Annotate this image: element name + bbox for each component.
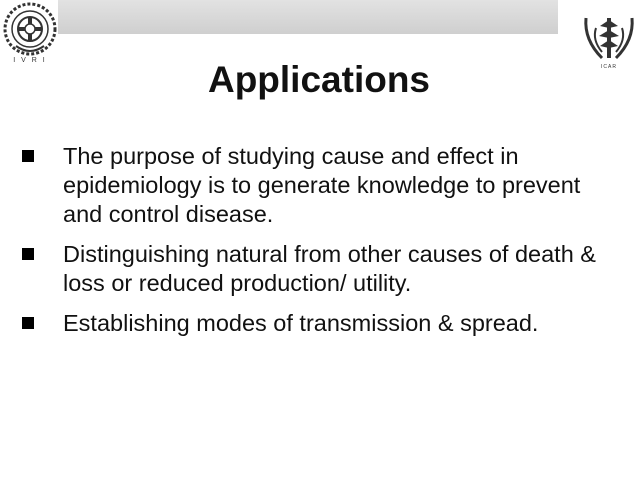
bullet-item-1 bbox=[22, 142, 622, 229]
header-band-gradient bbox=[58, 0, 558, 34]
bullet-item-2 bbox=[22, 240, 622, 298]
bullet-list bbox=[22, 142, 622, 349]
ivri-logo-text: I V R I bbox=[13, 57, 47, 64]
bullet-text-1: The purpose of studying cause and effect in epidemiology is to generate knowledge to prevent and control disease. bbox=[63, 143, 581, 227]
bullet-item-3 bbox=[22, 309, 622, 338]
square-bullet-icon bbox=[22, 317, 34, 329]
bullet-text-3: Establishing modes of transmission & spread. bbox=[63, 310, 539, 336]
square-bullet-icon bbox=[22, 248, 34, 260]
ivri-emblem-icon bbox=[2, 0, 58, 58]
slide-title: Applications bbox=[207, 59, 431, 100]
bullet-text-2: Distinguishing natural from other causes of death & loss or reduced production/ utility. bbox=[63, 241, 596, 296]
header-band bbox=[58, 0, 558, 34]
square-bullet-icon bbox=[22, 150, 34, 162]
icar-logo-text: ICAR bbox=[601, 64, 617, 70]
icar-wheat-icon bbox=[580, 6, 638, 64]
